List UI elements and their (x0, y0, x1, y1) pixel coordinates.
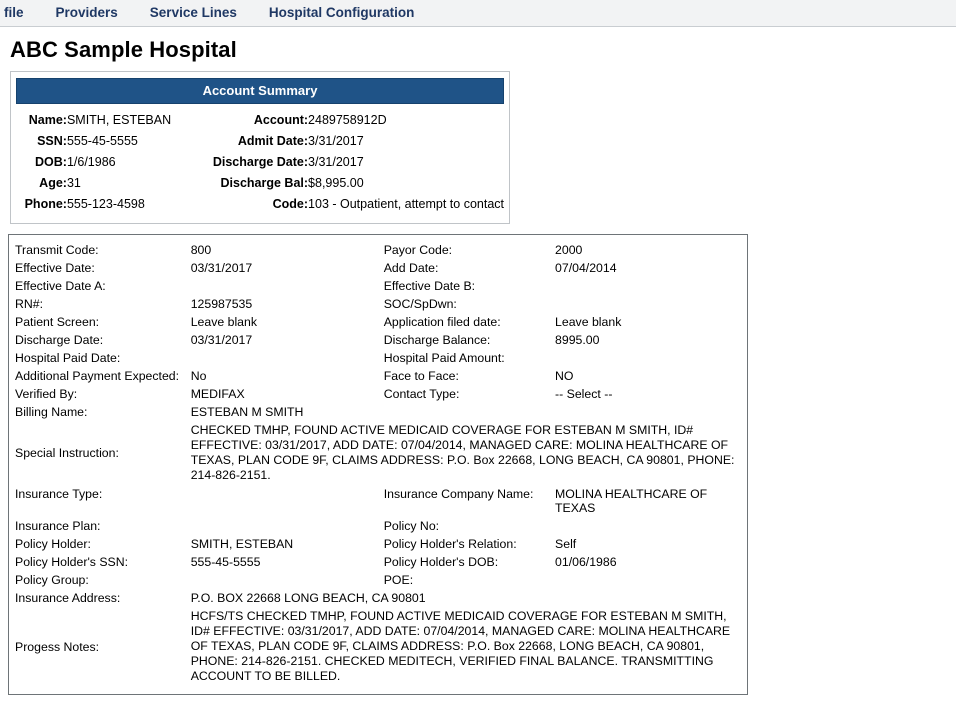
value-discharge-date-detail: 03/31/2017 (190, 333, 253, 347)
label-poe: POE: (383, 572, 414, 587)
label-insurance-plan: Insurance Plan: (15, 518, 101, 533)
table-row (13, 553, 743, 571)
table-row (13, 313, 743, 331)
label-additional-payment-expected: Additional Payment Expected: (15, 369, 180, 383)
value-insurance-plan (189, 517, 382, 535)
table-row (13, 349, 743, 367)
label-dob: DOB: (35, 155, 67, 169)
value-dob: 1/6/1986 (66, 155, 116, 169)
label-policy-holder: Policy Holder: (15, 536, 91, 551)
label-account: Account: (253, 113, 309, 127)
table-row (13, 535, 743, 553)
value-policy-group (189, 571, 382, 589)
value-add-date: 07/04/2014 (555, 261, 617, 275)
nav-item-file[interactable]: file (4, 5, 24, 20)
nav-item-providers[interactable]: Providers (55, 5, 118, 20)
value-hospital-paid-date (189, 349, 382, 367)
value-face-to-face: NO (555, 369, 574, 383)
value-transmit-code: 800 (190, 243, 212, 257)
table-row (13, 607, 743, 685)
label-verified-by: Verified By: (15, 387, 78, 401)
account-summary-header: Account Summary (16, 78, 504, 104)
value-rn-number: 125987535 (190, 297, 253, 311)
value-discharge-date: 3/31/2017 (308, 155, 364, 169)
value-billing-name: ESTEBAN M SMITH (190, 405, 304, 419)
value-ssn: 555-45-5555 (66, 134, 138, 148)
label-rn-number: RN#: (15, 297, 44, 311)
table-row (16, 173, 504, 194)
label-discharge-date: Discharge Date: (212, 155, 309, 169)
value-additional-payment-expected: No (190, 369, 207, 383)
label-effective-date-b: Effective Date B: (383, 279, 476, 293)
value-policy-holders-dob: 01/06/1986 (555, 554, 617, 569)
label-soc-spdwn: SOC/SpDwn: (383, 297, 457, 311)
page-title: ABC Sample Hospital (10, 37, 237, 62)
value-insurance-type (189, 485, 382, 517)
label-discharge-bal: Discharge Bal: (220, 176, 309, 190)
label-policy-no: Policy No: (383, 518, 440, 533)
label-age: Age: (39, 176, 67, 190)
label-progress-notes: Progess Notes: (15, 639, 100, 654)
label-policy-holders-relation: Policy Holder's Relation: (383, 536, 517, 551)
value-application-filed-date: Leave blank (555, 315, 622, 329)
label-discharge-balance: Discharge Balance: (383, 333, 491, 347)
value-contact-type[interactable]: -- Select -- (555, 387, 613, 401)
account-summary-table (16, 110, 504, 215)
label-insurance-address: Insurance Address: (15, 590, 121, 605)
main-navigation-bar (0, 0, 956, 27)
value-policy-holders-relation: Self (555, 536, 577, 551)
value-account: 2489758912D (308, 113, 387, 127)
label-policy-holders-dob: Policy Holder's DOB: (383, 554, 499, 569)
label-ssn: SSN: (37, 134, 67, 148)
table-row (13, 421, 743, 485)
value-discharge-balance: 8995.00 (555, 333, 600, 347)
value-effective-date: 03/31/2017 (190, 261, 253, 275)
value-age: 31 (66, 176, 81, 190)
table-row (16, 194, 504, 215)
table-row (13, 295, 743, 313)
table-row (16, 131, 504, 152)
nav-item-service-lines[interactable]: Service Lines (149, 5, 237, 20)
label-hospital-paid-date: Hospital Paid Date: (15, 351, 121, 365)
table-row (16, 152, 504, 173)
label-insurance-type: Insurance Type: (15, 486, 103, 501)
account-summary-panel (10, 71, 510, 224)
table-row (13, 277, 743, 295)
label-admit-date: Admit Date: (237, 134, 309, 148)
table-row (16, 110, 504, 131)
label-hospital-paid-amount: Hospital Paid Amount: (383, 351, 505, 365)
value-policy-no (553, 517, 743, 535)
label-transmit-code: Transmit Code: (15, 243, 99, 257)
label-contact-type: Contact Type: (383, 387, 460, 401)
label-insurance-company-name: Insurance Company Name: (383, 486, 534, 501)
account-detail-table (13, 241, 743, 686)
label-payor-code: Payor Code: (383, 243, 453, 257)
value-insurance-company-name: MOLINA HEALTHCARE OF TEXAS (555, 486, 708, 515)
table-row (13, 571, 743, 589)
account-detail-panel (8, 234, 748, 695)
label-patient-screen: Patient Screen: (15, 315, 100, 329)
label-add-date: Add Date: (383, 261, 439, 275)
label-face-to-face: Face to Face: (383, 369, 459, 383)
label-application-filed-date: Application filed date: (383, 315, 501, 329)
value-name: SMITH, ESTEBAN (66, 113, 172, 127)
value-admit-date: 3/31/2017 (308, 134, 364, 148)
value-hospital-paid-amount (553, 349, 743, 367)
value-policy-holders-ssn: 555-45-5555 (190, 554, 261, 569)
label-effective-date: Effective Date: (15, 261, 95, 275)
label-discharge-date-detail: Discharge Date: (15, 333, 104, 347)
value-insurance-address: P.O. BOX 22668 LONG BEACH, CA 90801 (190, 590, 426, 605)
value-soc-spdwn (553, 295, 743, 313)
value-poe (553, 571, 743, 589)
label-effective-date-a: Effective Date A: (15, 279, 106, 293)
table-row (13, 331, 743, 349)
label-policy-group: Policy Group: (15, 572, 89, 587)
value-payor-code: 2000 (555, 243, 583, 257)
table-row (13, 485, 743, 517)
value-special-instruction: CHECKED TMHP, FOUND ACTIVE MEDICAID COVERAGE FOR ESTEBAN M SMITH, ID# EFFECTIVE: 03/31/2017, ADD DATE: 07/04/2014, MANAGED CARE: MOLINA HEALTHCARE OF TEXAS, PLAN CODE 9F, CLAIMS ADDRESS: P.O. Box 22668, LONG BEACH, CA 90801, PHONE: 214-826-2151. (190, 423, 735, 482)
value-policy-holder: SMITH, ESTEBAN (190, 536, 294, 551)
value-effective-date-b (553, 277, 743, 295)
value-discharge-bal: $8,995.00 (308, 176, 364, 190)
value-progress-notes: HCFS/TS CHECKED TMHP, FOUND ACTIVE MEDICAID COVERAGE FOR ESTEBAN M SMITH, ID# EFFECTIVE: 03/31/2017, ADD DATE: 07/04/2014, MANAGED CARE: MOLINA HEALTHCARE OF TEXAS, PLAN CODE 9F, CLAIMS ADDRESS: P.O. Box 22668, LONG BEACH, CA 90801, PHONE: 214-826-2151. CHECKED MEDITECH, VERIFIED FINAL BALANCE. TRANSMITTING ACCOUNT TO BE BILLED. (190, 609, 731, 683)
label-special-instruction: Special Instruction: (15, 445, 119, 460)
nav-item-hospital-configuration[interactable]: Hospital Configuration (268, 5, 415, 20)
table-row (13, 403, 743, 421)
value-patient-screen: Leave blank (190, 315, 258, 329)
value-verified-by: MEDIFAX (190, 387, 245, 401)
table-row (13, 259, 743, 277)
value-effective-date-a (189, 277, 382, 295)
value-phone: 555-123-4598 (66, 197, 145, 211)
table-row (13, 241, 743, 259)
table-row (13, 385, 743, 403)
label-code: Code: (272, 197, 309, 211)
label-phone: Phone: (24, 197, 67, 211)
label-name: Name: (28, 113, 67, 127)
label-billing-name: Billing Name: (15, 405, 88, 419)
label-policy-holders-ssn: Policy Holder's SSN: (15, 554, 129, 569)
table-row (13, 517, 743, 535)
table-row (13, 589, 743, 608)
table-row (13, 367, 743, 385)
value-code: 103 - Outpatient, attempt to contact (308, 197, 504, 211)
